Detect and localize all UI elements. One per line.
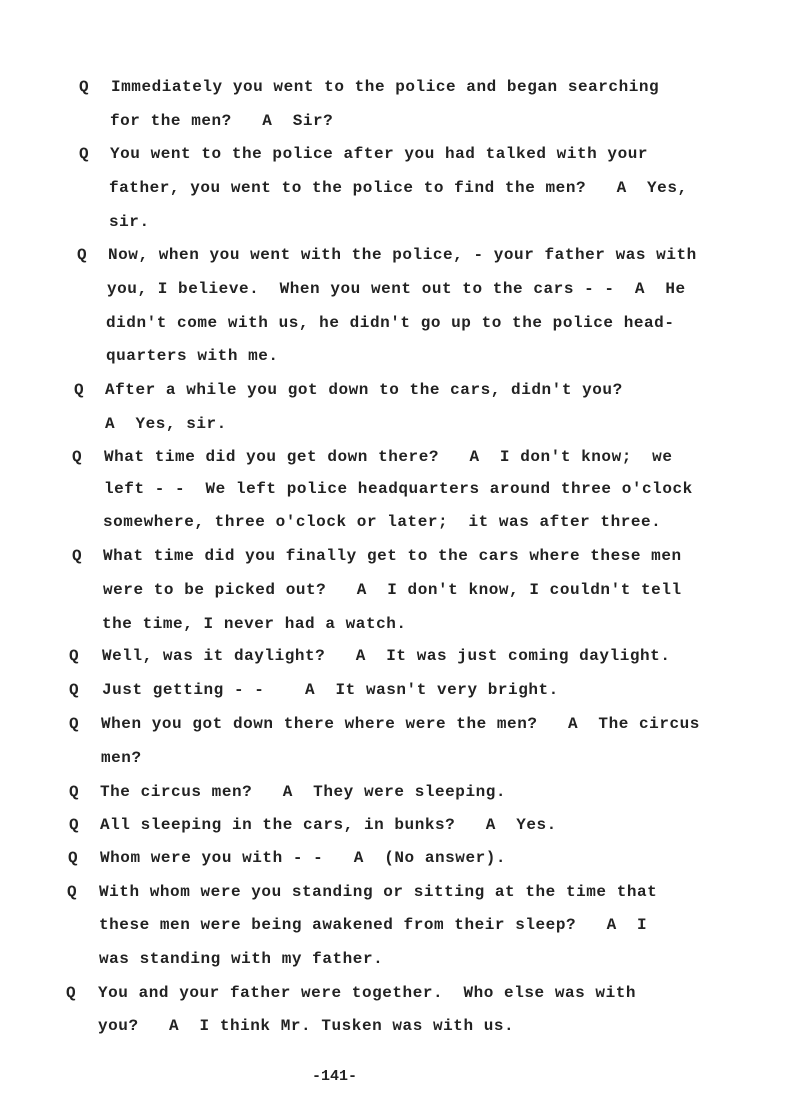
transcript-line: You and your father were together. Who else was with bbox=[98, 984, 637, 1002]
transcript-line: didn't come with us, he didn't go up to the police head- bbox=[106, 314, 675, 332]
transcript-line: quarters with me. bbox=[106, 347, 279, 365]
transcript-line: What time did you finally get to the cars where these men bbox=[103, 547, 682, 565]
q-marker: Q bbox=[67, 883, 77, 901]
transcript-line: You went to the police after you had talked with your bbox=[110, 145, 649, 163]
q-marker: Q bbox=[72, 448, 82, 466]
page-number: -141- bbox=[312, 1068, 358, 1085]
q-marker: Q bbox=[79, 78, 89, 96]
transcript-line: After a while you got down to the cars, didn't you? bbox=[105, 381, 623, 399]
transcript-line: these men were being awakened from their sleep? A I bbox=[99, 916, 648, 934]
transcript-line: When you got down there where were the men? A The circus bbox=[101, 715, 700, 733]
transcript-line: The circus men? A They were sleeping. bbox=[100, 783, 507, 801]
transcript-line: left - - We left police headquarters around three o'clock bbox=[104, 480, 693, 498]
transcript-line: the time, I never had a watch. bbox=[102, 615, 407, 633]
q-marker: Q bbox=[66, 984, 76, 1002]
transcript-line: Now, when you went with the police, - your father was with bbox=[108, 246, 697, 264]
transcript-line: Whom were you with - - A (No answer). bbox=[100, 849, 507, 867]
q-marker: Q bbox=[74, 381, 84, 399]
q-marker: Q bbox=[68, 849, 78, 867]
transcript-line: you, I believe. When you went out to the cars - - A He bbox=[107, 280, 686, 298]
q-marker: Q bbox=[69, 647, 79, 665]
transcript-line: Just getting - - A It wasn't very bright. bbox=[102, 681, 559, 699]
q-marker: Q bbox=[69, 715, 79, 733]
q-marker: Q bbox=[72, 547, 82, 565]
transcript-line: What time did you get down there? A I don't know; we bbox=[104, 448, 673, 466]
transcript-line: men? bbox=[101, 749, 142, 767]
q-marker: Q bbox=[69, 783, 79, 801]
transcript-line: were to be picked out? A I don't know, I couldn't tell bbox=[103, 581, 682, 599]
transcript-line: With whom were you standing or sitting at the time that bbox=[99, 883, 658, 901]
transcript-line: was standing with my father. bbox=[99, 950, 384, 968]
transcript-line: father, you went to the police to find the men? A Yes, bbox=[109, 179, 688, 197]
transcript-line: Well, was it daylight? A It was just coming daylight. bbox=[102, 647, 671, 665]
transcript-line: A Yes, sir. bbox=[105, 415, 227, 433]
transcript-line: All sleeping in the cars, in bunks? A Yes. bbox=[100, 816, 557, 834]
q-marker: Q bbox=[69, 816, 79, 834]
q-marker: Q bbox=[79, 145, 89, 163]
transcript-line: you? A I think Mr. Tusken was with us. bbox=[98, 1017, 515, 1035]
transcript-line: somewhere, three o'clock or later; it was after three. bbox=[103, 513, 662, 531]
q-marker: Q bbox=[77, 246, 87, 264]
transcript-line: Immediately you went to the police and began searching bbox=[111, 78, 660, 96]
q-marker: Q bbox=[69, 681, 79, 699]
transcript-line: sir. bbox=[109, 213, 150, 231]
transcript-line: for the men? A Sir? bbox=[110, 112, 334, 130]
